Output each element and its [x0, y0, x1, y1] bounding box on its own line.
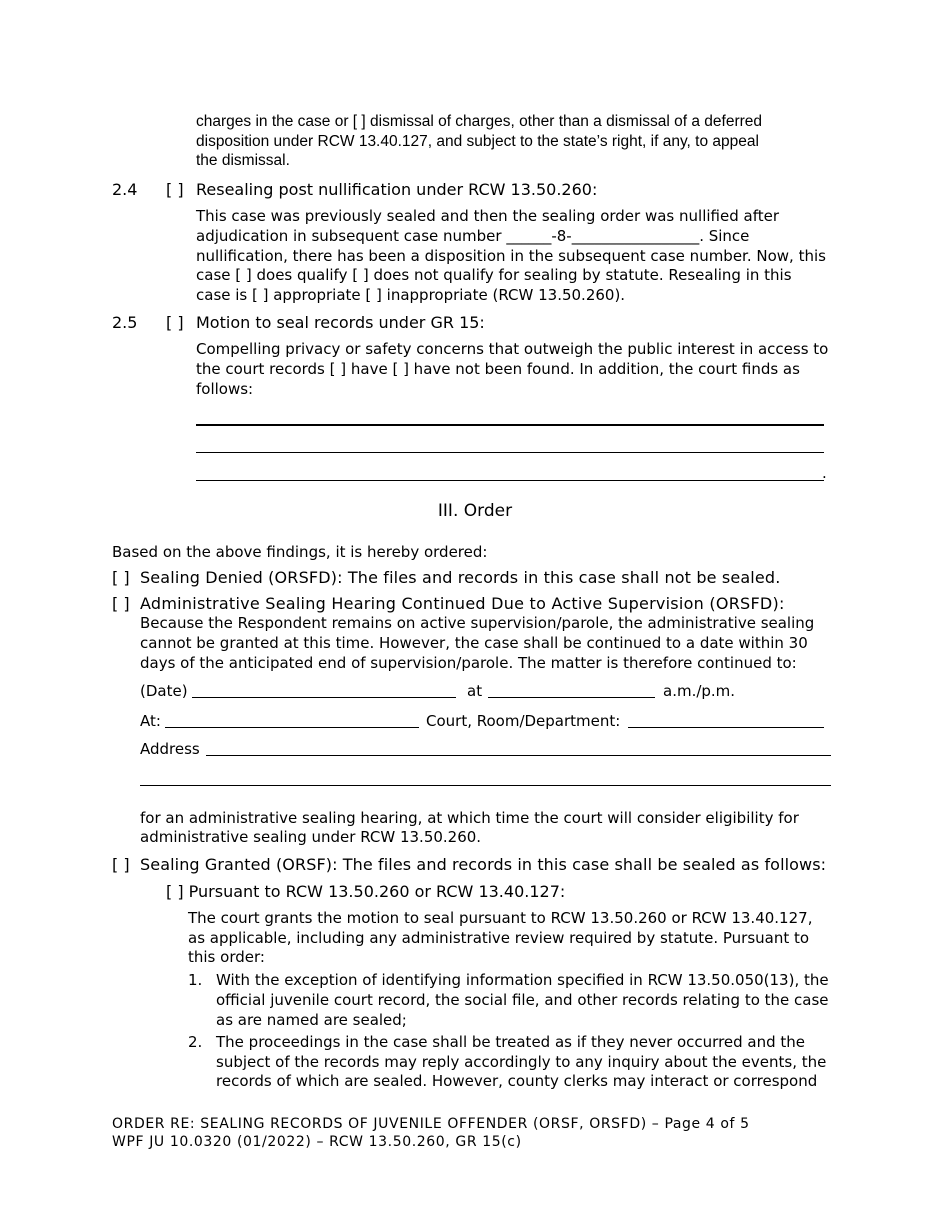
body-line: the court records [ ] have [ ] have not been found. In addition, the court finds as [196, 360, 800, 378]
list-item: official juvenile court record, the social file, and other records relating to the case [216, 991, 829, 1009]
court-field[interactable] [165, 727, 419, 728]
findings-line[interactable] [196, 424, 824, 426]
address-field[interactable] [206, 755, 831, 756]
intro-line: disposition under RCW 13.40.127, and subject to the state’s right, if any, to appeal [196, 133, 759, 150]
footer-title: ORDER RE: SEALING RECORDS OF JUVENILE OFFENDER (ORSF, ORSFD) – Page 4 of 5 [112, 1116, 750, 1132]
list-item: as are named are sealed; [216, 1011, 407, 1029]
body-line: administrative sealing under RCW 13.50.260. [140, 828, 482, 846]
checkbox[interactable]: [ ] [166, 313, 184, 332]
list-number: 2. [188, 1033, 203, 1051]
date-label: (Date) [140, 682, 188, 700]
body-line: this order: [188, 948, 265, 966]
section-number: 2.5 [112, 313, 138, 332]
body-line: nullification, there has been a disposition in the subsequent case number. Now, this [196, 247, 826, 265]
ordered-intro: Based on the above findings, it is hereby ordered: [112, 543, 488, 561]
room-field[interactable] [628, 727, 824, 728]
address-field-2[interactable] [140, 785, 831, 786]
body-line: This case was previously sealed and then the sealing order was nullified after [196, 207, 779, 225]
body-line: cannot be granted at this time. However, the case shall be continued to a date within 30 [140, 634, 808, 652]
list-item: The proceedings in the case shall be treated as if they never occurred and the [216, 1033, 806, 1051]
section-heading: Resealing post nullification under RCW 13.50.260: [196, 180, 598, 199]
list-number: 1. [188, 971, 203, 989]
end-period: . [822, 464, 827, 482]
list-item: subject of the records may reply accordingly to any inquiry about the events, the [216, 1053, 827, 1071]
checkbox[interactable]: [ ] [166, 180, 184, 199]
body-line: adjudication in subsequent case number ______-8-_________________. Since [196, 227, 750, 245]
intro-line: the dismissal. [196, 152, 290, 169]
findings-line[interactable] [196, 480, 824, 481]
sealing-granted-text: Sealing Granted (ORSF): The files and records in this case shall be sealed as follows: [140, 855, 827, 874]
body-line: as applicable, including any administrative review required by statute. Pursuant to [188, 929, 810, 947]
time-suffix: a.m./p.m. [663, 682, 736, 700]
court-at-label: At: [140, 712, 161, 730]
body-line: The court grants the motion to seal pursuant to RCW 13.50.260 or RCW 13.40.127, [188, 909, 813, 927]
findings-line[interactable] [196, 452, 824, 453]
body-line: Compelling privacy or safety concerns that outweigh the public interest in access to [196, 340, 829, 358]
list-item: With the exception of identifying information specified in RCW 13.50.050(13), the [216, 971, 829, 989]
admin-heading: Administrative Sealing Hearing Continued Due to Active Supervision (ORSFD): [140, 594, 785, 613]
order-heading: III. Order [437, 501, 513, 521]
checkbox[interactable]: [ ] [112, 594, 130, 613]
checkbox[interactable]: [ ] [112, 568, 130, 587]
at-label: at [467, 682, 483, 700]
section-number: 2.4 [112, 180, 138, 199]
section-heading: Motion to seal records under GR 15: [196, 313, 485, 332]
body-line: for an administrative sealing hearing, at which time the court will consider eligibility for [140, 809, 799, 827]
footer-form-id: WPF JU 10.0320 (01/2022) – RCW 13.50.260, GR 15(c) [112, 1134, 522, 1150]
list-item: records of which are sealed. However, county clerks may interact or correspond [216, 1072, 818, 1090]
sub-heading: [ ] Pursuant to RCW 13.50.260 or RCW 13.40.127: [166, 882, 566, 901]
address-label: Address [140, 740, 200, 758]
date-field[interactable] [192, 697, 456, 698]
body-line: days of the anticipated end of supervision/parole. The matter is therefore continued to: [140, 654, 797, 672]
checkbox[interactable]: [ ] [112, 855, 130, 874]
body-line: case is [ ] appropriate [ ] inappropriate (RCW 13.50.260). [196, 286, 626, 304]
intro-line: charges in the case or [ ] dismissal of charges, other than a dismissal of a deferred [196, 113, 763, 130]
body-line: follows: [196, 380, 254, 398]
court-room-label: Court, Room/Department: [426, 712, 621, 730]
time-field[interactable] [488, 697, 655, 698]
sealing-denied-text: Sealing Denied (ORSFD): The files and records in this case shall not be sealed. [140, 568, 781, 587]
body-line: case [ ] does qualify [ ] does not qualify for sealing by statute. Resealing in this [196, 266, 792, 284]
body-line: Because the Respondent remains on active supervision/parole, the administrative sealing [140, 614, 815, 632]
